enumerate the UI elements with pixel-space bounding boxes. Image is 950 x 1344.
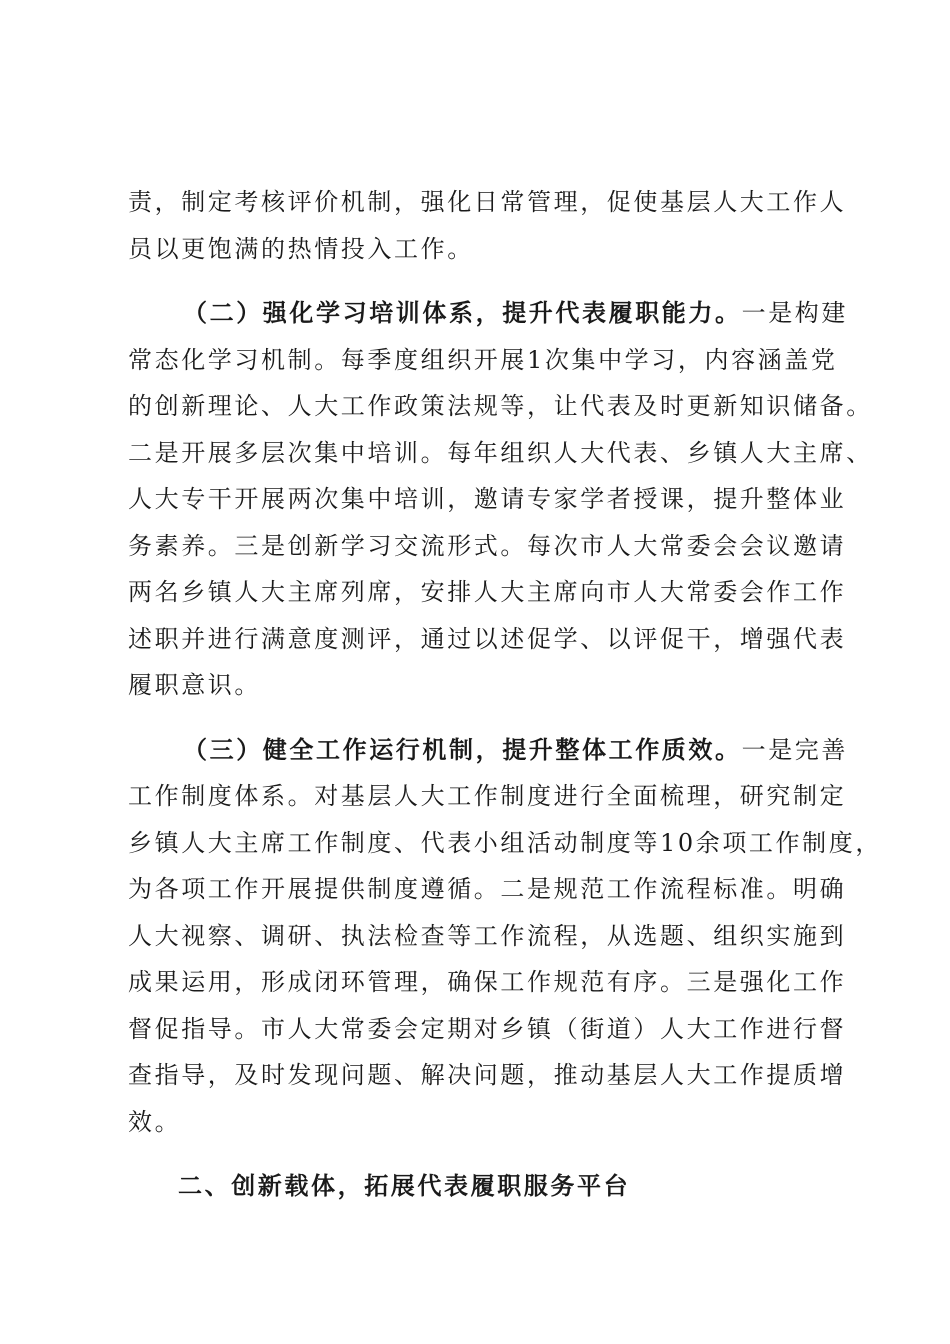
text-line: 乡镇人大主席工作制度、代表小组活动制度等10余项工作制度， [128, 828, 882, 857]
text-line: 成果运用，形成闭环管理，确保工作规范有序。三是强化工作 [128, 968, 847, 996]
text-line: 常态化学习机制。每季度组织开展1次集中学习，内容涵盖党 [128, 345, 838, 374]
text-line: 为各项工作开展提供制度遵循。二是规范工作流程标准。明确 [128, 875, 847, 903]
section-heading: 二、创新载体，拓展代表履职服务平台 [178, 1172, 631, 1200]
text-line: 员以更饱满的热情投入工作。 [128, 234, 474, 263]
text-line: 查指导，及时发现问题、解决问题，推动基层人大工作提质增 [128, 1061, 847, 1089]
text-line: 述职并进行满意度测评，通过以述促学、以评促干，增强代表 [128, 624, 847, 653]
document-body [128, 182, 882, 1212]
text-line: 人大专干开展两次集中培训，邀请专家学者授课，提升整体业 [128, 485, 847, 513]
text-line: 督促指导。市人大常委会定期对乡镇（街道）人大工作进行督 [128, 1014, 847, 1043]
text-line: 责，制定考核评价机制，强化日常管理，促使基层人大工作人 [128, 188, 847, 216]
text-line: 履职意识。 [128, 671, 261, 699]
text-line: 的创新理论、人大工作政策法规等，让代表及时更新知识储备。 [128, 392, 873, 420]
paragraph-first-line [128, 730, 849, 777]
text-line: 二是开展多层次集中培训。每年组织人大代表、乡镇人大主席、 [128, 438, 873, 467]
text-line: 人大视察、调研、执法检查等工作流程，从选题、组织实施到 [128, 921, 847, 950]
paragraph-2 [128, 293, 873, 712]
text-line: 工作制度体系。对基层人大工作制度进行全面梳理，研究制定 [128, 782, 847, 810]
text-line: 效。 [128, 1107, 182, 1136]
text-line: 两名乡镇人大主席列席，安排人大主席向市人大常委会作工作 [128, 578, 847, 606]
subsection-heading: （三）健全工作运行机制，提升整体工作质效。 [183, 735, 742, 764]
text-run: 一是构建 [741, 299, 849, 327]
paragraph-first-line [128, 293, 849, 340]
paragraph-3 [128, 730, 882, 1149]
text-line: 务素养。三是创新学习交流形式。每次市人大常委会会议邀请 [128, 531, 847, 560]
text-run: 一是完善 [741, 735, 849, 764]
subsection-heading: （二）强化学习培训体系，提升代表履职能力。 [183, 299, 742, 327]
paragraph-1 [128, 182, 847, 275]
